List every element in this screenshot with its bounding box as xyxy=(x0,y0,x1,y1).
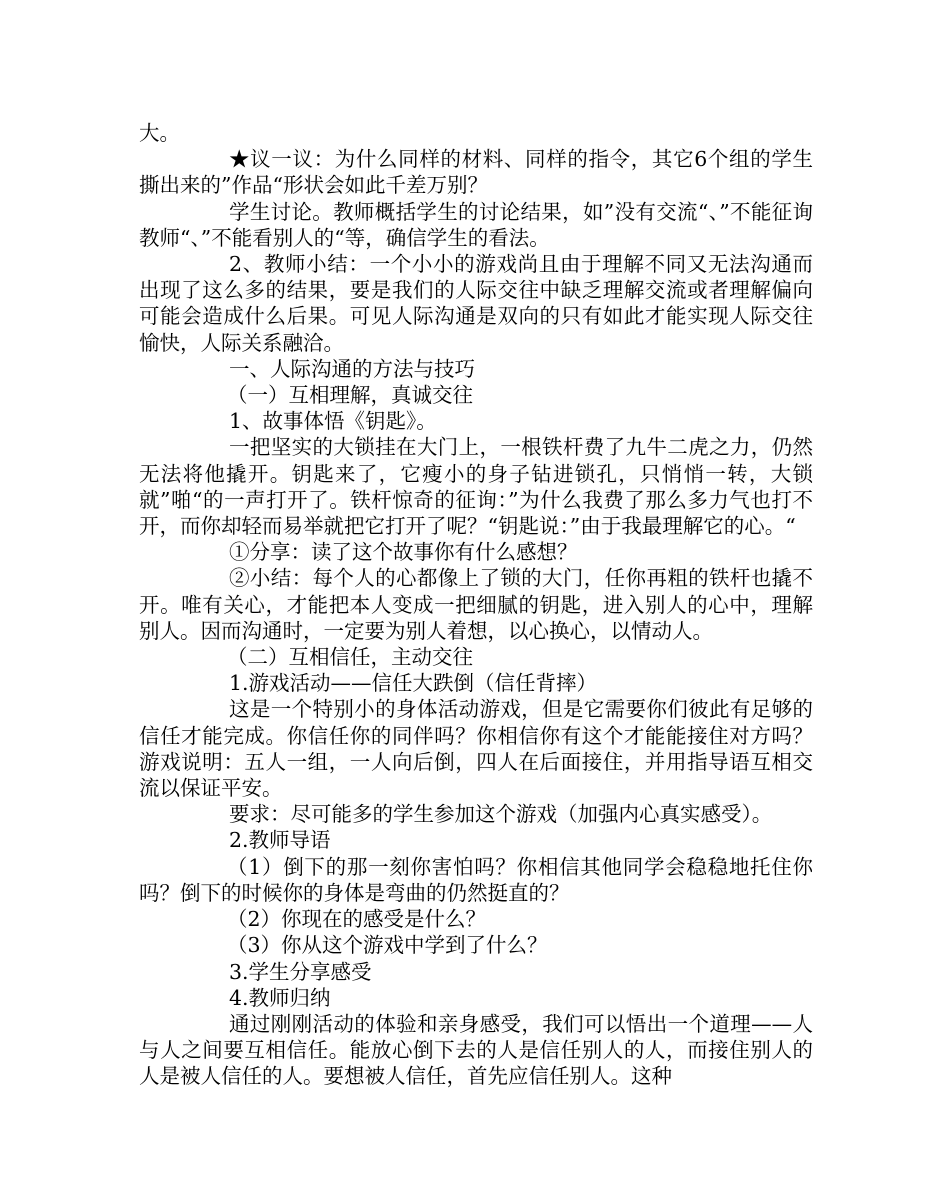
paragraph: 一把坚实的大锁挂在大门上，一根铁杆费了九牛二虎之力，仍然无法将他撬开。钥匙来了，它瘦小的身子钻进锁孔，只悄悄一转，大锁就”啪“的一声打开了。铁杆惊奇的征询：”为什么我费了那么多力气也打不开，而你却轻而易举就把它打开了呢？“钥匙说：”由于我最理解它的心。“ xyxy=(139,435,813,539)
document-body xyxy=(139,120,813,1090)
paragraph: 学生讨论。教师概括学生的讨论结果，如”没有交流“、”不能征询教师“、”不能看别人的“等，确信学生的看法。 xyxy=(139,199,813,250)
paragraph: ★议一议：为什么同样的材料、同样的指令，其它6个组的学生撕出来的”作品“形状会如此千差万别？ xyxy=(139,147,813,198)
paragraph: 大。 xyxy=(139,121,180,145)
paragraph: 2.教师导语 xyxy=(229,828,331,853)
paragraph: 这是一个特别小的身体活动游戏，但是它需要你们彼此有足够的信任才能完成。你信任你的同伴吗？你相信你有这个才能能接住对方吗？游戏说明：五人一组，一人向后倒，四人在后面接住，并用指导语互相交流以保证平安。 xyxy=(139,697,813,801)
paragraph: 4.教师归纳 xyxy=(229,985,331,1010)
paragraph: （3）你从这个游戏中学到了什么？ xyxy=(227,933,548,958)
paragraph: （1）倒下的那一刻你害怕吗？你相信其他同学会稳稳地托住你吗？倒下的时候你的身体是弯曲的仍然挺直的？ xyxy=(139,854,813,905)
paragraph: 通过刚刚活动的体验和亲身感受，我们可以悟出一个道理——人与人之间要互相信任。能放心倒下去的人是信任别人的人，而接住别人的人是被人信任的人。要想被人信任，首先应信任别人。这种 xyxy=(139,1011,813,1089)
subsection-heading: （二）互相信任，主动交往 xyxy=(227,645,473,670)
paragraph: ①分享：读了这个故事你有什么感想？ xyxy=(229,540,578,565)
paragraph: 3.学生分享感受 xyxy=(229,959,372,984)
paragraph: 2、教师小结：一个小小的游戏尚且由于理解不同又无法沟通而出现了这么多的结果，要是我们的人际交往中缺乏理解交流或者理解偏向可能会造成什么后果。可见人际沟通是双向的只有如此才能实现人际交往愉快，人际关系融洽。 xyxy=(139,252,813,355)
paragraph: 要求：尽可能多的学生参加这个游戏（加强内心真实感受）。 xyxy=(229,802,773,827)
paragraph: ②小结：每个人的心都像上了锁的大门，任你再粗的铁杆也撬不开。唯有关心，才能把本人变成一把细腻的钥匙，进入别人的心中，理解别人。因而沟通时，一定要为别人着想，以心换心，以情动人。 xyxy=(139,566,813,643)
subsection-heading: （一）互相理解，真诚交往 xyxy=(227,383,473,408)
paragraph: 1.游戏活动——信任大跌倒（信任背摔） xyxy=(229,671,598,696)
section-heading: 一、人际沟通的方法与技巧 xyxy=(229,356,475,381)
paragraph: （2）你现在的感受是什么？ xyxy=(227,907,487,932)
paragraph: 1、故事体悟《钥匙》。 xyxy=(229,409,437,434)
